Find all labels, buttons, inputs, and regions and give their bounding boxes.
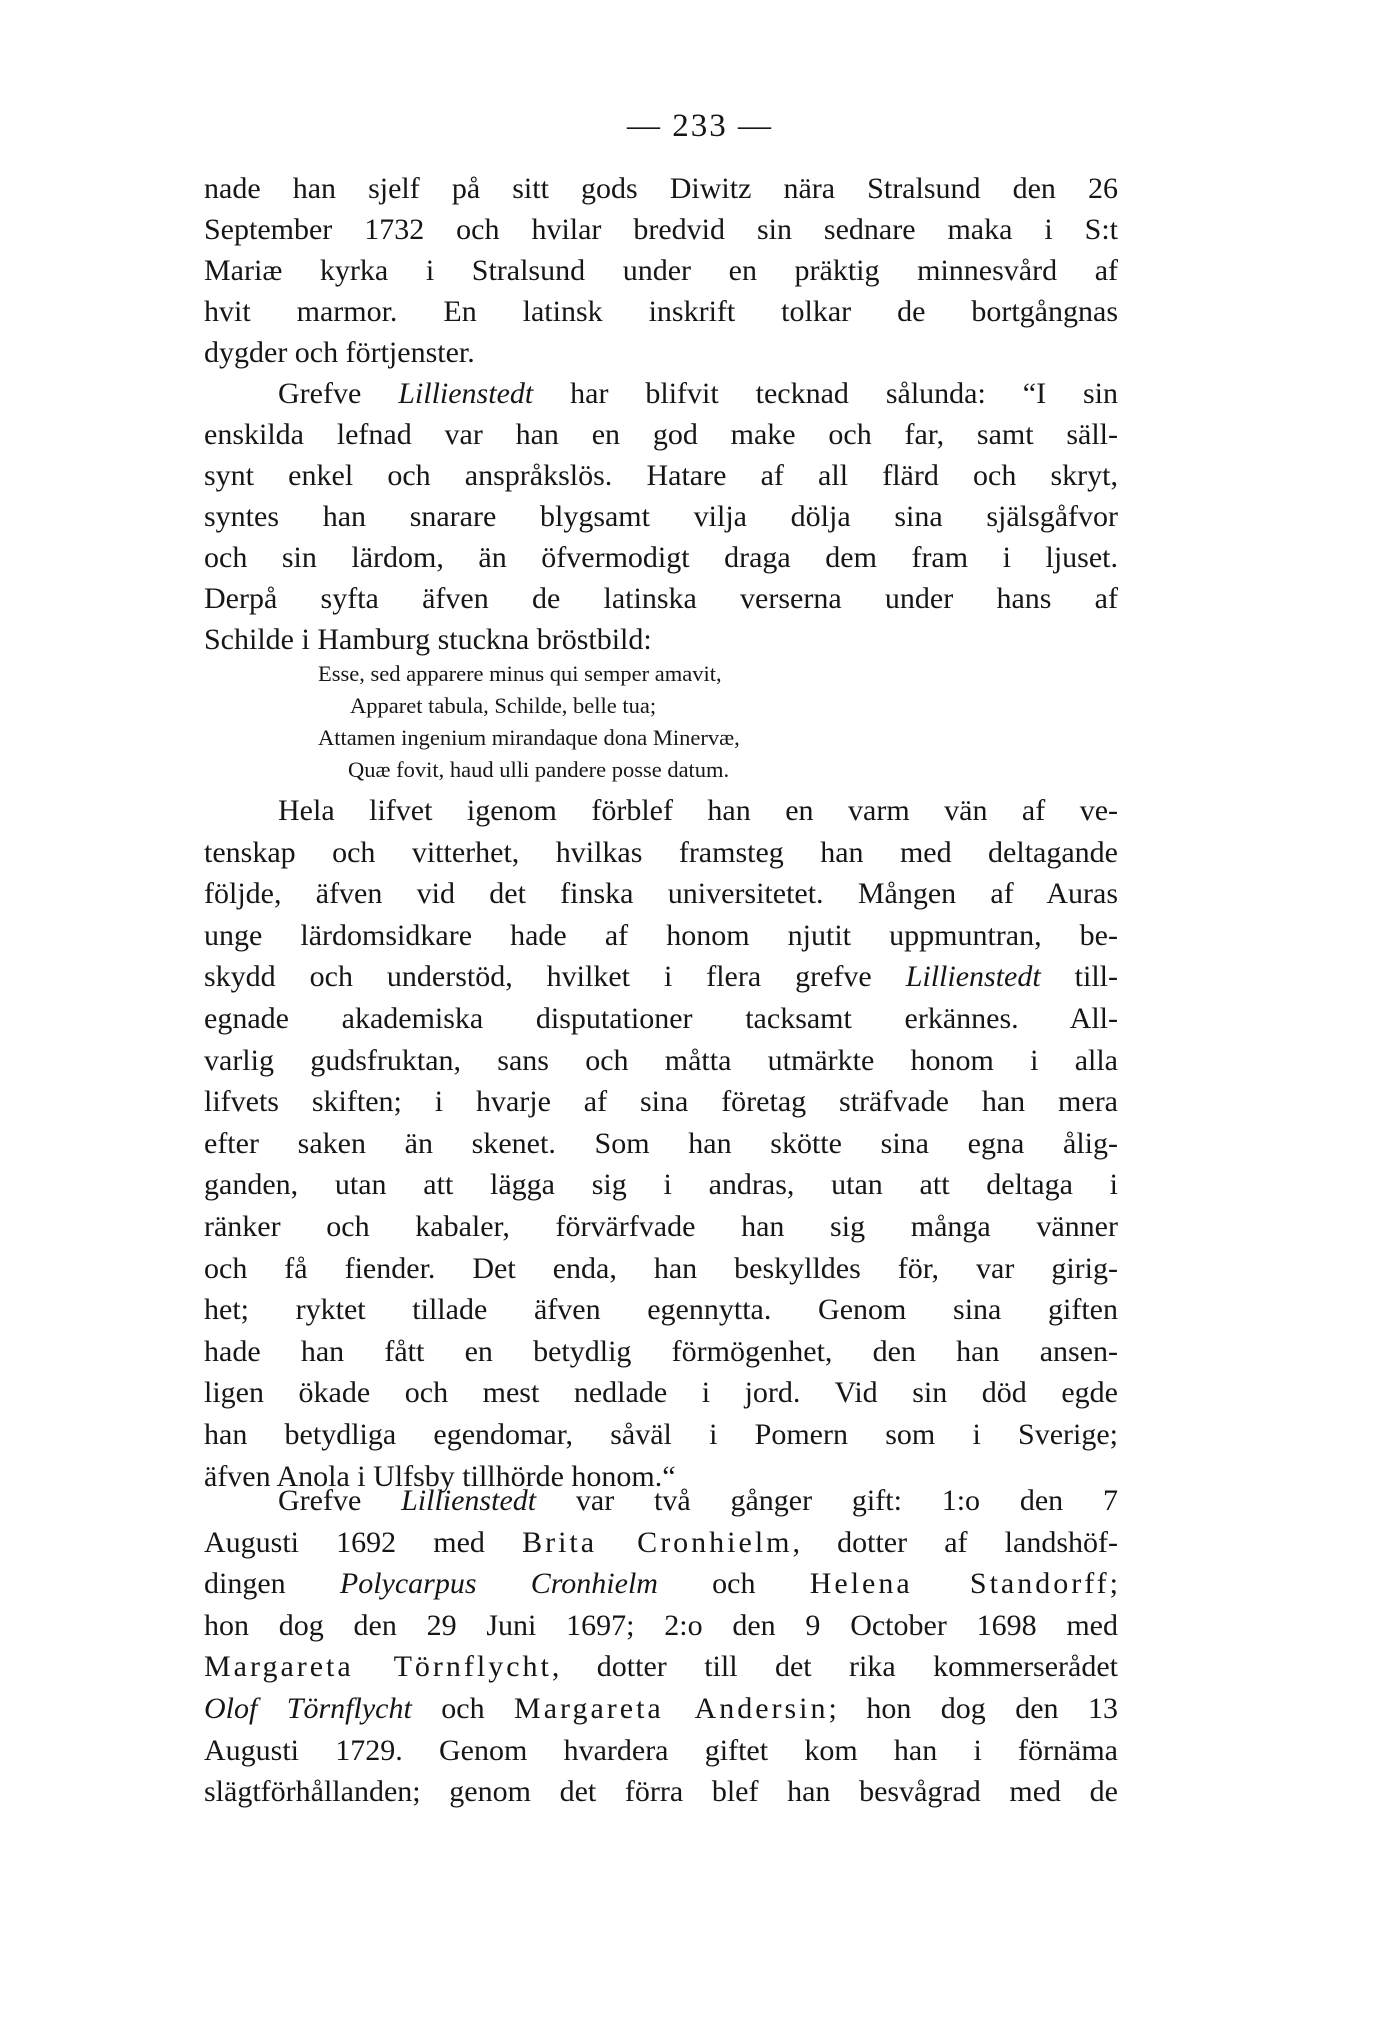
text-line [204,1563,1118,1605]
verse-line: Esse, sed apparere minus qui semper amavit, [318,661,722,686]
text-line: Derpå syfta äfven de latinska verserna under hans af [204,582,1118,615]
text-line [204,1480,1118,1522]
text-line: ränker och kabaler, förvärfvade han sig många vänner [204,1209,1118,1243]
text-line: lifvets skiften; i hvarje af sina företag sträfvade han mera [204,1085,1118,1119]
latin-verse [0,658,1400,786]
text-line [204,373,1118,414]
paragraph-1 [204,168,1118,373]
person-name: Lillienstedt [401,1484,537,1517]
verse-line: Attamen ingenium mirandaque dona Minervæ, [318,725,740,750]
text-line: Schilde i Hamburg stuckna bröstbild: [204,623,652,656]
text-fragment: till- [1040,960,1118,994]
text-fragment: ; hon dog den 13 [828,1691,1118,1725]
person-name: Margareta Törnflycht [204,1650,552,1684]
text-fragment: , dotter till det rika kommerserådet [551,1650,1119,1684]
text-line: Hela lifvet igenom förblef han en varm vän af ve- [278,794,1118,827]
verse-line: Quæ fovit, haud ulli pandere posse datum. [348,757,730,782]
text-block-top [204,168,1118,660]
person-name: Cronhielm [530,1567,658,1601]
text-line: syntes han snarare blygsamt vilja dölja sina själsgåfvor [204,500,1118,533]
person-name: Margareta Andersin [514,1691,829,1725]
text-fragment: har blifvit tecknad sålunda: “I sin [533,377,1118,410]
person-name: Olof Törnflycht [204,1691,412,1725]
text-line: unge lärdomsidkare hade af honom njutit uppmuntran, be- [204,918,1118,952]
text-line: September 1732 och hvilar bredvid sin sednare maka i S:t [204,213,1118,246]
paragraph-4 [204,1480,1118,1813]
text-line [204,1688,1118,1730]
text-line: synt enkel och anspråkslös. Hatare af all flärd och skryt, [204,459,1118,492]
person-name: Lillienstedt [398,377,534,410]
text-line [204,1646,1118,1688]
text-fragment: var två gånger gift: 1:o den 7 [536,1484,1118,1517]
text-line: egnade akademiska disputationer tacksamt erkännes. All- [204,1001,1118,1035]
text-line: nade han sjelf på sitt gods Diwitz nära Stralsund den 26 [204,172,1118,205]
text-line: tenskap och vitterhet, hvilkas framsteg han med deltagande [204,835,1118,869]
text-fragment: Grefve [278,377,399,410]
text-line: het; ryktet tillade äfven egennytta. Genom sina giften [204,1293,1118,1327]
person-name: Lillienstedt [905,960,1041,994]
text-line: följde, äfven vid det finska universitetet. Mången af Auras [204,877,1118,911]
person-name: Brita Cronhielm [522,1525,793,1559]
text-line: hade han fått en betydlig förmögenhet, den han ansen- [204,1334,1118,1368]
text-fragment: skydd och understöd, hvilket i flera grefve [204,960,906,994]
verse-line: Apparet tabula, Schilde, belle tua; [350,693,657,718]
text-fragment: Augusti 1692 med [204,1525,523,1559]
text-line: varlig gudsfruktan, sans och måtta utmärkte honom i alla [204,1043,1118,1077]
text-line: och sin lärdom, än öfvermodigt draga dem fram i ljuset. [204,541,1118,574]
text-line [204,1522,1118,1564]
text-line: Augusti 1729. Genom hvardera giftet kom han i förnäma [204,1733,1118,1767]
text-line: ligen ökade och mest nedlade i jord. Vid sin död egde [204,1376,1118,1410]
text-line: Mariæ kyrka i Stralsund under en präktig minnesvård af [204,254,1118,287]
text-line: dygder och förtjenster. [204,336,475,369]
text-line: ganden, utan att lägga sig i andras, utan att deltaga i [204,1168,1118,1202]
text-line: efter saken än skenet. Som han skötte sina egna ålig- [204,1126,1118,1160]
text-line: och få fiender. Det enda, han beskylldes för, var girig- [204,1251,1118,1285]
text-fragment: Grefve [278,1484,402,1517]
person-name: Helena Standorff [809,1567,1110,1601]
text-line: hon dog den 29 Juni 1697; 2:o den 9 October 1698 med [204,1608,1118,1642]
person-name: Polycarpus [339,1567,477,1601]
paragraph-2 [204,373,1118,660]
text-line: han betydliga egendomar, såväl i Pomern som i Sverige; [204,1417,1118,1451]
text-line: hvit marmor. En latinsk inskrift tolkar de bortgångnas [204,295,1118,328]
text-fragment: , dotter af landshöf- [792,1525,1118,1559]
text-line: äfven Anola i Ulfsby tillhörde honom.“ [204,1459,676,1493]
text-line: slägtförhållanden; genom det förra blef han besvågrad med de [204,1775,1118,1809]
text-line: enskilda lefnad var han en god make och far, samt säll- [204,418,1118,451]
text-fragment: och [411,1691,515,1725]
page-number: — 233 — [627,108,773,144]
text-fragment: och [657,1567,810,1601]
text-fragment: ; [1109,1567,1118,1601]
text-line [204,956,1118,998]
paragraph-3 [204,790,1118,1497]
text-fragment: dingen [204,1567,340,1601]
